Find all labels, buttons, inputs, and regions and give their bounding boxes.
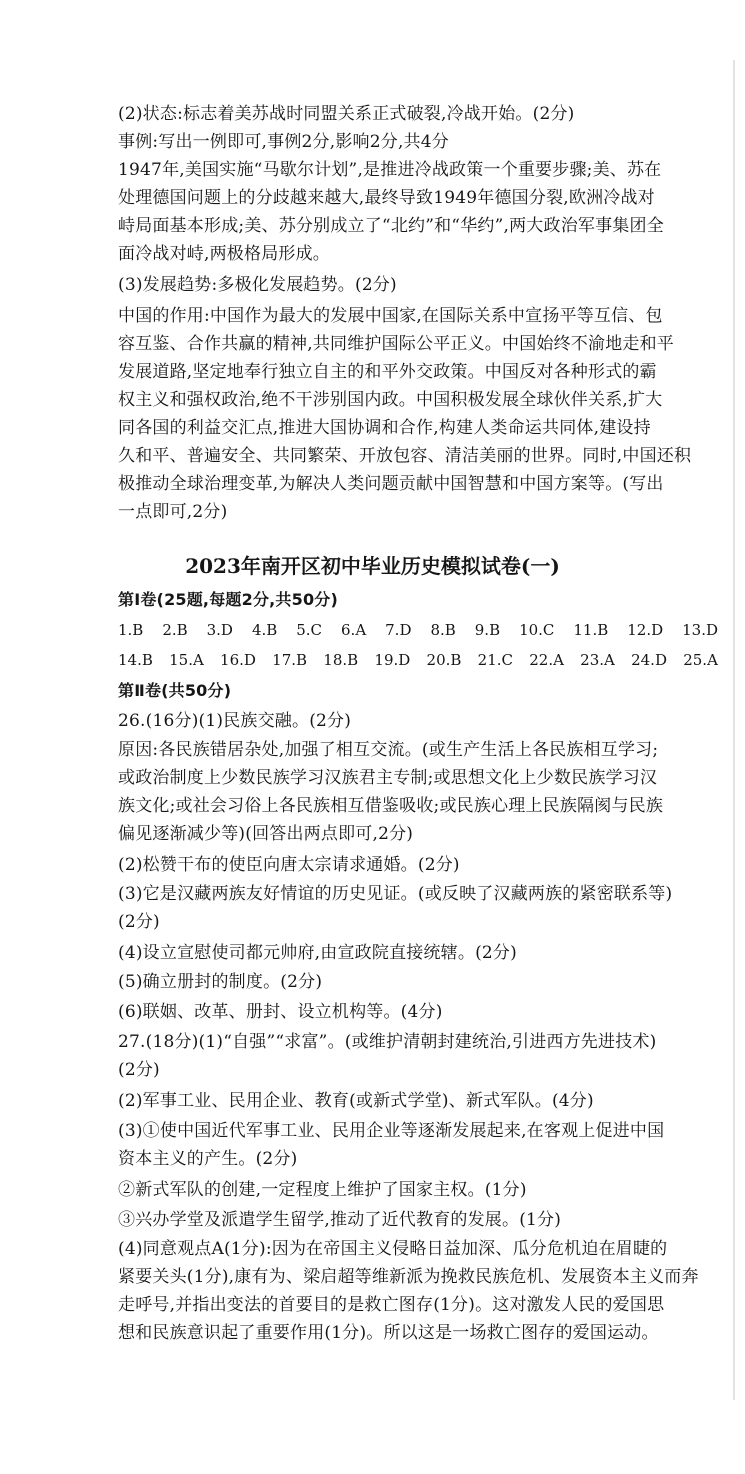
text-line: 容互鉴、合作共赢的精神,共同维护国际公平正义。中国始终不渝地走和平 xyxy=(118,334,675,354)
text-line: 1947年,美国实施“马歇尔计划”,是推进冷战政策一个重要步骤;美、苏在 xyxy=(118,160,662,180)
text-line: (3)它是汉藏两族友好情谊的历史见证。(或反映了汉藏两族的紧密联系等) xyxy=(118,884,673,904)
answer-item: 2.B xyxy=(162,621,188,639)
text-line: 久和平、普遍安全、共同繁荣、开放包容、清洁美丽的世界。同时,中国还积 xyxy=(118,446,692,466)
text-line: 想和民族意识起了重要作用(1分)。所以这是一场救亡图存的爱国运动。 xyxy=(118,1323,659,1343)
page-edge-shadow xyxy=(733,60,735,1400)
text-line: (2)军事工业、民用企业、教育(或新式学堂)、新式军队。(4分) xyxy=(118,1091,594,1111)
text-line: 一点即可,2分) xyxy=(118,502,228,522)
text-line: 紧要关头(1分),康有为、梁启超等维新派为挽救民族危机、发展资本主义而奔 xyxy=(118,1267,699,1287)
text-line: ②新式军队的创建,一定程度上维护了国家主权。(1分) xyxy=(118,1180,527,1200)
text-line: 偏见逐渐减少等)(回答出两点即可,2分) xyxy=(118,824,414,844)
text-line: 极推动全球治理变革,为解决人类问题贡献中国智慧和中国方案等。(写出 xyxy=(118,474,664,494)
answer-item: 23.A xyxy=(580,651,615,669)
text-line: 中国的作用:中国作为最大的发展中国家,在国际关系中宣扬平等互信、包 xyxy=(118,306,663,326)
answer-item: 10.C xyxy=(519,621,555,639)
text-line: (2)状态:标志着美苏战时同盟关系正式破裂,冷战开始。(2分) xyxy=(118,104,575,124)
answer-item: 20.B xyxy=(426,651,462,669)
answer-item: 18.B xyxy=(323,651,359,669)
answer-row-2 xyxy=(118,649,718,671)
answer-item: 11.B xyxy=(573,621,609,639)
answer-item: 14.B xyxy=(118,651,153,669)
text-line: (2分) xyxy=(118,1060,160,1080)
answer-item: 17.B xyxy=(272,651,308,669)
answer-item: 9.B xyxy=(474,621,501,639)
answer-item: 13.D xyxy=(682,621,718,639)
text-line: (3)①使中国近代军事工业、民用企业等逐渐发展起来,在客观上促进中国 xyxy=(118,1121,665,1141)
text-line: (4)同意观点A(1分):因为在帝国主义侵略日益加深、瓜分危机迫在眉睫的 xyxy=(118,1239,668,1259)
text-line: (6)联姻、改革、册封、设立机构等。(4分) xyxy=(118,1002,443,1022)
text-line: 权主义和强权政治,绝不干涉别国内政。中国积极发展全球伙伴关系,扩大 xyxy=(118,390,663,410)
answer-item: 15.A xyxy=(169,651,204,669)
answer-item: 1.B xyxy=(118,621,144,639)
answer-item: 16.D xyxy=(220,651,256,669)
text-line: 或政治制度上少数民族学习汉族君主专制;或思想文化上少数民族学习汉 xyxy=(118,768,658,788)
answer-item: 7.D xyxy=(385,621,412,639)
text-line: 走呼号,并指出变法的首要目的是救亡图存(1分)。这对激发人民的爱国思 xyxy=(118,1295,665,1315)
text-line: 发展道路,坚定地奉行独立自主的和平外交政策。中国反对各种形式的霸 xyxy=(118,362,657,382)
text-line: 族文化;或社会习俗上各民族相互借鉴吸收;或民族心理上民族隔阂与民族 xyxy=(118,796,664,816)
text-line: 原因:各民族错居杂处,加强了相互交流。(或生产生活上各民族相互学习; xyxy=(118,740,659,760)
text-line: (5)确立册封的制度。(2分) xyxy=(118,972,323,992)
text-line: 26.(16分)(1)民族交融。(2分) xyxy=(118,711,352,731)
answer-item: 4.B xyxy=(251,621,278,639)
answer-item: 3.D xyxy=(206,621,233,639)
answer-item: 22.A xyxy=(529,651,564,669)
answer-item: 24.D xyxy=(631,651,667,669)
answer-item: 6.A xyxy=(341,621,367,639)
answer-item: 8.B xyxy=(430,621,456,639)
section-heading: 第Ⅰ卷(25题,每题2分,共50分) xyxy=(118,590,338,609)
exam-title: 2023年南开区初中毕业历史模拟试卷(一) xyxy=(185,554,560,578)
answer-row-1 xyxy=(118,619,718,641)
text-line: (4)设立宣慰使司都元帅府,由宣政院直接统辖。(2分) xyxy=(118,943,517,963)
text-line: 面冷战对峙,两极格局形成。 xyxy=(118,244,331,264)
answer-item: 5.C xyxy=(296,621,323,639)
text-line: (3)发展趋势:多极化发展趋势。(2分) xyxy=(118,275,397,295)
text-line: 27.(18分)(1)“自强”“求富”。(或维护清朝封建统治,引进西方先进技术) xyxy=(118,1032,657,1052)
section-heading: 第Ⅱ卷(共50分) xyxy=(118,681,232,700)
answer-item: 25.A xyxy=(683,651,718,669)
text-line: 事例:写出一例即可,事例2分,影响2分,共4分 xyxy=(118,132,449,152)
text-line: 处理德国问题上的分歧越来越大,最终导致1949年德国分裂,欧洲冷战对 xyxy=(118,188,655,208)
answer-item: 19.D xyxy=(374,651,411,669)
text-line: (2分) xyxy=(118,912,160,932)
text-line: 资本主义的产生。(2分) xyxy=(118,1149,298,1169)
text-line: 同各国的利益交汇点,推进大国协调和合作,构建人类命运共同体,建设持 xyxy=(118,418,651,438)
answer-item: 21.C xyxy=(477,651,514,669)
text-line: 峙局面基本形成;美、苏分别成立了“北约”和“华约”,两大政治军事集团全 xyxy=(118,216,664,236)
answer-item: 12.D xyxy=(627,621,664,639)
text-line: (2)松赞干布的使臣向唐太宗请求通婚。(2分) xyxy=(118,855,460,875)
text-line: ③兴办学堂及派遣学生留学,推动了近代教育的发展。(1分) xyxy=(118,1210,562,1230)
